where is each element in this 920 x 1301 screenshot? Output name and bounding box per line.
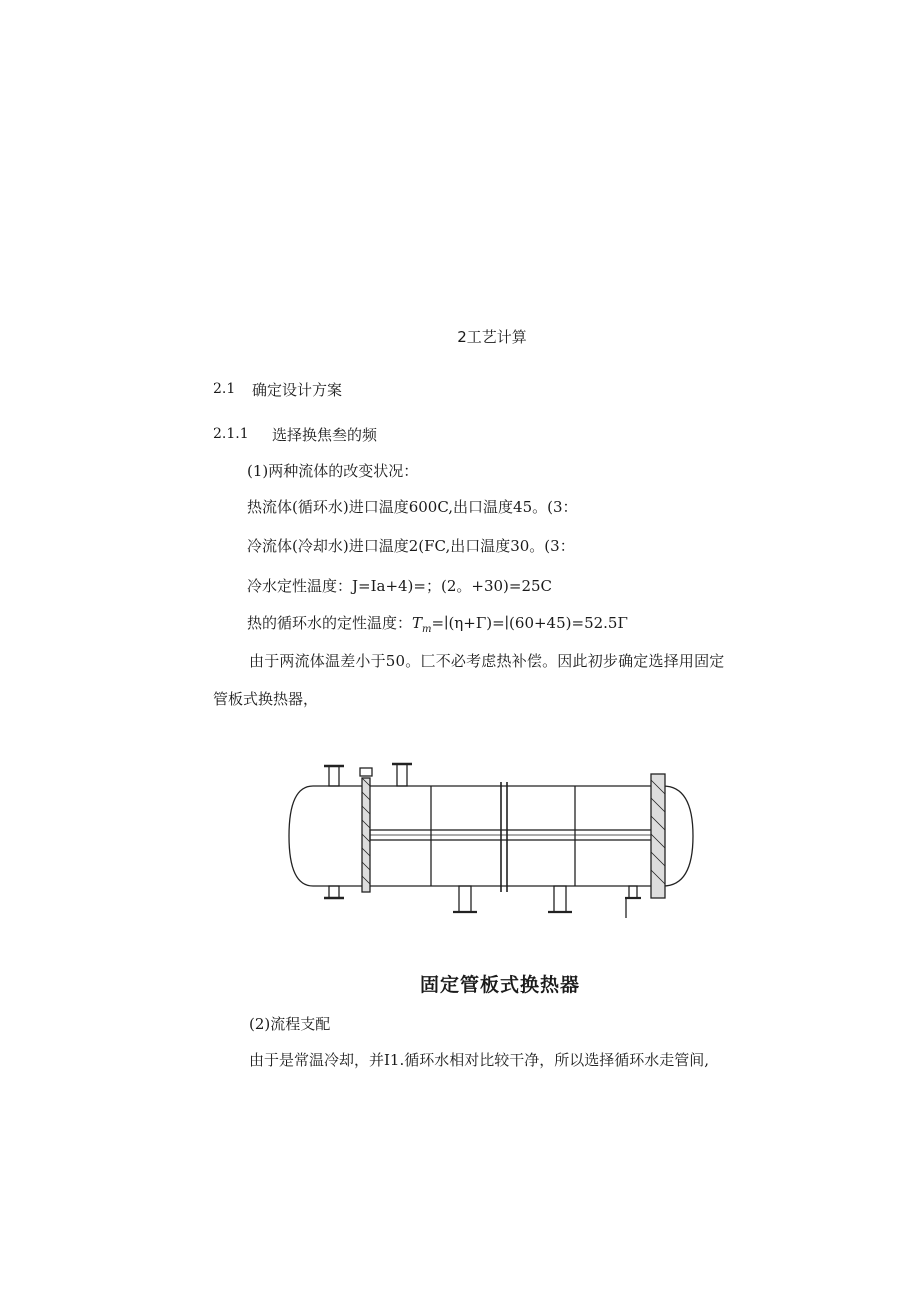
section-title: 确定设计方案 (252, 381, 343, 399)
paragraph-flow-arrangement: (2)流程支配 (249, 1015, 331, 1033)
paragraph-temp-difference: 由于两流体温差小于50。匚不必考虑热补偿。因此初步确定选择用固定 (249, 652, 725, 670)
paragraph-hot-fluid: 热流体(循环水)进口温度600C,出口温度45。(3： (247, 498, 578, 516)
p5-subscript-m: m (422, 624, 432, 635)
paragraph-flow-reason: 由于是常温冷却，并I1.循环水相对比较干净，所以选择循环水走管间, (249, 1051, 710, 1069)
section-number: 2.1 (213, 381, 236, 397)
paragraph-fluid-state: (1)两种流体的改变状况： (247, 462, 419, 480)
subsection-number: 2.1.1 (213, 426, 249, 442)
figure-caption: 固定管板式换热器 (419, 974, 580, 996)
paragraph-cold-fluid: 冷流体(冷却水)进口温度2(FC,出口温度30。(3： (247, 537, 575, 555)
paragraph-hot-qualitative-temp (247, 612, 628, 635)
p5-rest: =∣(η+Γ)=∣(60+45)=52.5Γ (431, 614, 628, 632)
p5-prefix: 热的循环水的定性温度： (247, 614, 413, 632)
p5-symbol-T: T (412, 614, 423, 632)
paragraph-cold-qualitative-temp: 冷水定性温度：J=Ia+4)=；(2。+30)=25C (247, 577, 553, 595)
heat-exchanger-diagram (283, 752, 703, 922)
subsection-title: 选择换焦叁的频 (272, 426, 378, 444)
chapter-title: 2工艺计算 (457, 328, 527, 346)
paragraph-exchanger-choice: 管板式换热器， (213, 690, 319, 708)
